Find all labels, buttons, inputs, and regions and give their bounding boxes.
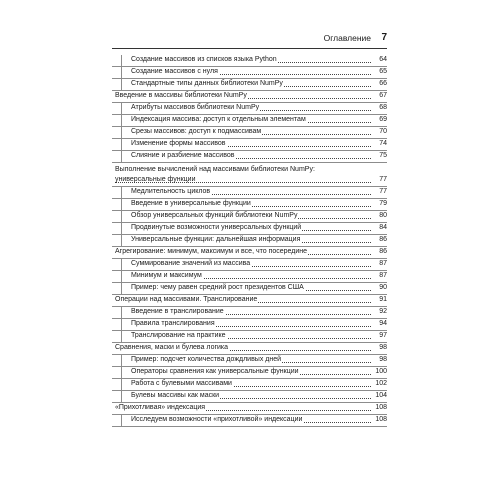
header-rule	[112, 48, 387, 49]
toc-subsection-entry	[112, 271, 387, 283]
toc-entry-title: Слияние и разбиение массивов	[131, 152, 235, 159]
indent-guide-line	[121, 319, 122, 330]
toc-entry-page-number: 108	[375, 404, 387, 411]
toc-entry-page-number: 98	[379, 344, 387, 351]
toc-entry-page-number: 68	[379, 104, 387, 111]
toc-subsection-entry	[112, 127, 387, 139]
toc-subsection-entry	[112, 67, 387, 79]
indent-guide-line	[121, 211, 122, 222]
toc-subsection-entry	[112, 355, 387, 367]
toc-entry-page-number: 87	[379, 260, 387, 267]
toc-entry-page-number: 67	[379, 92, 387, 99]
toc-subsection-entry	[112, 259, 387, 271]
toc-entry-title: Правила транслирования	[131, 320, 215, 327]
header-title: Оглавление	[323, 33, 371, 43]
toc-subsection-entry	[112, 139, 387, 151]
indent-guide-line	[121, 367, 122, 378]
toc-section-entry	[112, 163, 387, 187]
toc-subsection-entry	[112, 187, 387, 199]
toc-entry-title: Транслирование на практике	[131, 332, 226, 339]
toc-entry-title: Выполнение вычислений над массивами библиотеки NumPy: универсальные функции	[115, 166, 315, 183]
indent-guide-line	[121, 259, 122, 270]
toc-subsection-entry	[112, 379, 387, 391]
indent-guide-line	[121, 391, 122, 402]
toc-entry-title: Агрегирование: минимум, максимум и все, что посередине	[115, 248, 308, 255]
toc-subsection-entry	[112, 367, 387, 379]
toc-entry-title: Исследуем возможности «прихотливой» индексации	[131, 416, 303, 423]
toc-entry-title: Стандартные типы данных библиотеки NumPy	[131, 80, 283, 87]
indent-guide-line	[121, 151, 122, 162]
toc-entry-title: Продвинутые возможности универсальных функций	[131, 224, 302, 231]
toc-entry-page-number: 80	[379, 212, 387, 219]
toc-entry-title: Создание массивов из списков языка Python	[131, 56, 277, 63]
toc-entry-page-number: 77	[379, 176, 387, 183]
toc-entry-page-number: 84	[379, 224, 387, 231]
toc-entry-page-number: 86	[379, 236, 387, 243]
toc-entry-page-number: 77	[379, 188, 387, 195]
toc-entry-page-number: 69	[379, 116, 387, 123]
toc-entry-page-number: 98	[379, 356, 387, 363]
toc-entry-page-number: 66	[379, 80, 387, 87]
toc-entry-page-number: 65	[379, 68, 387, 75]
toc-entry-page-number: 74	[379, 140, 387, 147]
toc-subsection-entry	[112, 115, 387, 127]
toc-entry-title: «Прихотливая» индексация	[115, 404, 206, 411]
toc-entry-title: Введение в универсальные функции	[131, 200, 251, 207]
toc-entry-page-number: 86	[379, 248, 387, 255]
indent-guide-line	[121, 271, 122, 282]
indent-guide-line	[121, 139, 122, 150]
indent-guide-line	[121, 283, 122, 294]
toc-subsection-entry	[112, 415, 387, 427]
toc-entry-title: Пример: чему равен средний рост президентов США	[131, 284, 304, 291]
toc-entry-title: Изменение формы массивов	[131, 140, 226, 147]
toc-subsection-entry	[112, 211, 387, 223]
toc-subsection-entry	[112, 235, 387, 247]
toc-entry-title: Введение в транслирование	[131, 308, 224, 315]
toc-entry-page-number: 75	[379, 152, 387, 159]
toc-subsection-entry	[112, 223, 387, 235]
toc-subsection-entry	[112, 391, 387, 403]
toc-subsection-entry	[112, 331, 387, 343]
toc-entry-title: Срезы массивов: доступ к подмассивам	[131, 128, 262, 135]
toc-entry-title: Пример: подсчет количества дождливых дней	[131, 356, 282, 363]
toc-entry-title: Минимум и максимум	[131, 272, 202, 279]
toc-entry-title: Сравнения, маски и булева логика	[115, 344, 229, 351]
toc-entry-title: Работа с булевыми массивами	[131, 380, 232, 387]
toc-subsection-entry	[112, 55, 387, 67]
toc-entry-page-number: 100	[375, 368, 387, 375]
toc-subsection-entry	[112, 199, 387, 211]
toc-entry-page-number: 92	[379, 308, 387, 315]
toc-subsection-entry	[112, 283, 387, 295]
toc-entry-page-number: 91	[379, 296, 387, 303]
toc-entry-title: Универсальные функции: дальнейшая информация	[131, 236, 301, 243]
toc-entry-title: Индексация массива: доступ к отдельным элементам	[131, 116, 306, 123]
toc-section-entry	[112, 403, 387, 415]
header-page-number: 7	[381, 32, 387, 43]
running-header	[112, 33, 387, 45]
toc-entry-page-number: 87	[379, 272, 387, 279]
toc-subsection-entry	[112, 103, 387, 115]
toc-subsection-entry	[112, 319, 387, 331]
indent-guide-line	[121, 223, 122, 234]
toc-entry-page-number: 90	[379, 284, 387, 291]
indent-guide-line	[121, 127, 122, 138]
toc-entry-page-number: 102	[375, 380, 387, 387]
indent-guide-line	[121, 103, 122, 114]
toc-entry-title: Атрибуты массивов библиотеки NumPy	[131, 104, 260, 111]
indent-guide-line	[121, 379, 122, 390]
toc-subsection-entry	[112, 151, 387, 163]
toc-entry-title: Медлительность циклов	[131, 188, 211, 195]
toc-entry-title: Создание массивов с нуля	[131, 68, 218, 75]
indent-guide-line	[121, 79, 122, 90]
indent-guide-line	[121, 115, 122, 126]
toc-entry-page-number: 64	[379, 56, 387, 63]
toc-section-entry	[112, 91, 387, 103]
toc-entry-title: Булевы массивы как маски	[131, 392, 220, 399]
indent-guide-line	[121, 355, 122, 366]
toc-entry-page-number: 104	[375, 392, 387, 399]
indent-guide-line	[121, 415, 122, 426]
indent-guide-line	[121, 331, 122, 342]
indent-guide-line	[121, 55, 122, 66]
toc-subsection-entry	[112, 307, 387, 319]
toc-entry-page-number: 108	[375, 416, 387, 423]
toc-section-entry	[112, 295, 387, 307]
toc-section-entry	[112, 247, 387, 259]
indent-guide-line	[121, 235, 122, 246]
table-of-contents	[112, 55, 387, 427]
toc-entry-page-number: 97	[379, 332, 387, 339]
toc-entry-page-number: 94	[379, 320, 387, 327]
toc-entry-title: Обзор универсальных функций библиотеки NumPy	[131, 212, 298, 219]
indent-guide-line	[121, 187, 122, 198]
toc-section-entry	[112, 343, 387, 355]
toc-entry-title: Суммирование значений из массива	[131, 260, 251, 267]
toc-entry-title: Операторы сравнения как универсальные функции	[131, 368, 299, 375]
indent-guide-line	[121, 307, 122, 318]
toc-entry-title: Операции над массивами. Транслирование	[115, 296, 258, 303]
indent-guide-line	[121, 67, 122, 78]
toc-entry-title: Введение в массивы библиотеки NumPy	[115, 92, 247, 99]
indent-guide-line	[121, 199, 122, 210]
toc-entry-page-number: 70	[379, 128, 387, 135]
toc-subsection-entry	[112, 79, 387, 91]
toc-entry-page-number: 79	[379, 200, 387, 207]
